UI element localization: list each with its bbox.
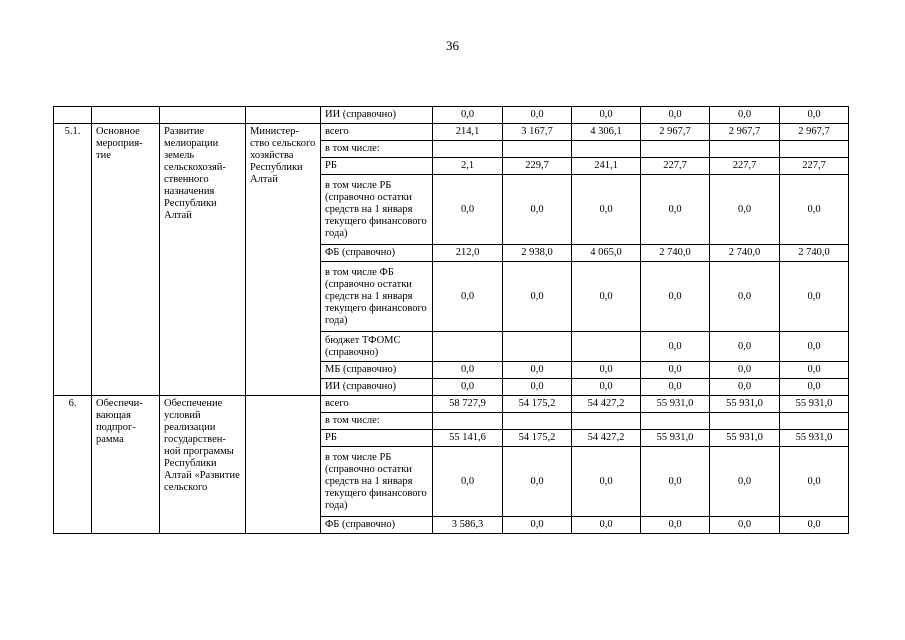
amount-cell: [572, 413, 641, 430]
amount-cell: 0,0: [641, 362, 710, 379]
funding-source-label: в том числе:: [321, 413, 433, 430]
amount-cell: [572, 141, 641, 158]
amount-cell: 0,0: [780, 175, 849, 245]
amount-cell: 2 967,7: [710, 124, 780, 141]
executor-cell: Министер-ство сельского хозяйства Республики Алтай: [246, 124, 321, 396]
amount-cell: [710, 141, 780, 158]
row-number-cell: 5.1.: [54, 124, 92, 396]
amount-cell: 0,0: [710, 107, 780, 124]
amount-cell: 55 931,0: [710, 396, 780, 413]
amount-cell: 55 931,0: [780, 396, 849, 413]
amount-cell: 0,0: [433, 362, 503, 379]
amount-cell: 0,0: [710, 332, 780, 362]
amount-cell: 0,0: [433, 107, 503, 124]
amount-cell: 0,0: [641, 262, 710, 332]
amount-cell: 229,7: [503, 158, 572, 175]
page-number: 36: [446, 38, 459, 53]
amount-cell: 0,0: [572, 447, 641, 517]
amount-cell: [572, 332, 641, 362]
event-type-cell: Обеспечи-вающая подпрог-рамма: [92, 396, 160, 534]
amount-cell: 0,0: [710, 175, 780, 245]
amount-cell: 0,0: [503, 262, 572, 332]
funding-source-label: ФБ (справочно): [321, 245, 433, 262]
amount-cell: 0,0: [503, 379, 572, 396]
amount-cell: 0,0: [780, 262, 849, 332]
amount-cell: [780, 141, 849, 158]
amount-cell: 54 427,2: [572, 430, 641, 447]
amount-cell: 0,0: [641, 175, 710, 245]
budget-table: [53, 106, 849, 534]
event-type-cell: Основное мероприя-тие: [92, 124, 160, 396]
amount-cell: 0,0: [572, 175, 641, 245]
table-row: [54, 396, 849, 413]
amount-cell: 2 967,7: [641, 124, 710, 141]
amount-cell: 54 175,2: [503, 430, 572, 447]
amount-cell: 0,0: [641, 107, 710, 124]
funding-source-label: бюджет ТФОМС (справочно): [321, 332, 433, 362]
event-type-cell: [92, 107, 160, 124]
amount-cell: 0,0: [710, 447, 780, 517]
amount-cell: 4 065,0: [572, 245, 641, 262]
funding-source-label: в том числе ФБ (справочно остатки средств на 1 января текущего финансового года): [321, 262, 433, 332]
amount-cell: 0,0: [780, 107, 849, 124]
amount-cell: [503, 332, 572, 362]
funding-source-label: РБ: [321, 158, 433, 175]
amount-cell: 55 141,6: [433, 430, 503, 447]
amount-cell: 0,0: [433, 175, 503, 245]
amount-cell: 2 740,0: [710, 245, 780, 262]
amount-cell: 241,1: [572, 158, 641, 175]
funding-source-label: МБ (справочно): [321, 362, 433, 379]
funding-source-label: в том числе:: [321, 141, 433, 158]
amount-cell: 227,7: [780, 158, 849, 175]
amount-cell: 55 931,0: [641, 396, 710, 413]
amount-cell: [780, 413, 849, 430]
event-name-cell: Развитие мелиорации земель сельскохозяй-ственного назначения Республики Алтай: [160, 124, 246, 396]
amount-cell: 0,0: [780, 379, 849, 396]
funding-source-label: ИИ (справочно): [321, 379, 433, 396]
amount-cell: 2 938,0: [503, 245, 572, 262]
amount-cell: 2 740,0: [641, 245, 710, 262]
amount-cell: 0,0: [503, 362, 572, 379]
amount-cell: 0,0: [433, 447, 503, 517]
funding-source-label: ФБ (справочно): [321, 517, 433, 534]
amount-cell: 0,0: [710, 517, 780, 534]
funding-source-label: ИИ (справочно): [321, 107, 433, 124]
amount-cell: 55 931,0: [710, 430, 780, 447]
amount-cell: 0,0: [780, 362, 849, 379]
amount-cell: 212,0: [433, 245, 503, 262]
amount-cell: 0,0: [572, 262, 641, 332]
amount-cell: 0,0: [641, 447, 710, 517]
amount-cell: 55 931,0: [641, 430, 710, 447]
amount-cell: 0,0: [503, 517, 572, 534]
amount-cell: [710, 413, 780, 430]
table-row: [54, 107, 849, 124]
amount-cell: 0,0: [572, 517, 641, 534]
table-row: [54, 124, 849, 141]
funding-source-label: РБ: [321, 430, 433, 447]
amount-cell: 0,0: [572, 107, 641, 124]
amount-cell: 0,0: [503, 447, 572, 517]
amount-cell: 0,0: [710, 262, 780, 332]
amount-cell: 0,0: [433, 379, 503, 396]
executor-cell: [246, 107, 321, 124]
amount-cell: [503, 141, 572, 158]
amount-cell: 3 586,3: [433, 517, 503, 534]
row-number-cell: [54, 107, 92, 124]
event-name-cell: [160, 107, 246, 124]
amount-cell: 0,0: [641, 517, 710, 534]
amount-cell: 0,0: [780, 447, 849, 517]
amount-cell: 55 931,0: [780, 430, 849, 447]
amount-cell: 214,1: [433, 124, 503, 141]
amount-cell: 0,0: [572, 362, 641, 379]
amount-cell: [641, 413, 710, 430]
amount-cell: 54 427,2: [572, 396, 641, 413]
funding-source-label: в том числе РБ (справочно остатки средств на 1 января текущего финансового года): [321, 447, 433, 517]
funding-source-label: в том числе РБ (справочно остатки средств на 1 января текущего финансового года): [321, 175, 433, 245]
amount-cell: 0,0: [780, 517, 849, 534]
amount-cell: [503, 413, 572, 430]
amount-cell: 0,0: [572, 379, 641, 396]
executor-cell: [246, 396, 321, 534]
amount-cell: 58 727,9: [433, 396, 503, 413]
amount-cell: 54 175,2: [503, 396, 572, 413]
amount-cell: 227,7: [710, 158, 780, 175]
amount-cell: [433, 141, 503, 158]
amount-cell: 2 740,0: [780, 245, 849, 262]
amount-cell: 0,0: [710, 362, 780, 379]
funding-source-label: всего: [321, 124, 433, 141]
amount-cell: [641, 141, 710, 158]
amount-cell: 0,0: [503, 175, 572, 245]
amount-cell: 0,0: [710, 379, 780, 396]
funding-source-label: всего: [321, 396, 433, 413]
amount-cell: 0,0: [503, 107, 572, 124]
event-name-cell: Обеспечение условий реализации государствен-ной программы Республики Алтай «Развитие сельского: [160, 396, 246, 534]
amount-cell: [433, 413, 503, 430]
amount-cell: 0,0: [433, 262, 503, 332]
amount-cell: 0,0: [641, 379, 710, 396]
amount-cell: 0,0: [780, 332, 849, 362]
amount-cell: 2,1: [433, 158, 503, 175]
amount-cell: 3 167,7: [503, 124, 572, 141]
amount-cell: 4 306,1: [572, 124, 641, 141]
amount-cell: 2 967,7: [780, 124, 849, 141]
amount-cell: [433, 332, 503, 362]
row-number-cell: 6.: [54, 396, 92, 534]
amount-cell: 227,7: [641, 158, 710, 175]
amount-cell: 0,0: [641, 332, 710, 362]
